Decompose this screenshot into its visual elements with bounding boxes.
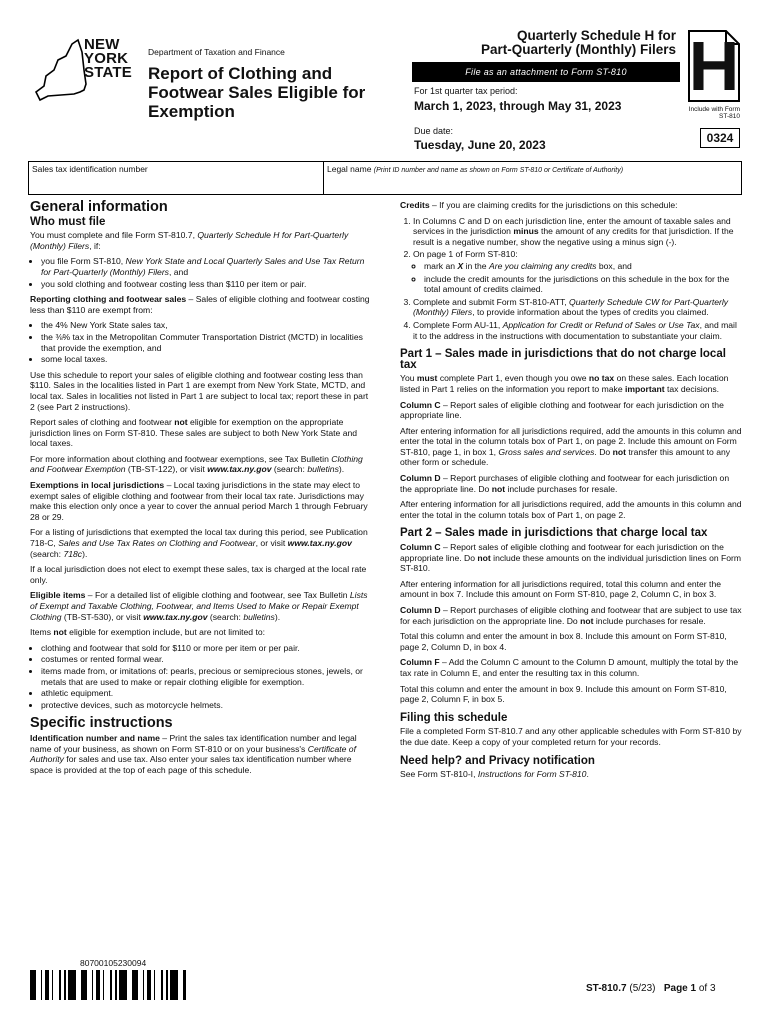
sales-tax-id-field[interactable]: [29, 162, 324, 194]
list-item: • the ⅜% tax in the Metropolitan Commuter Transportation District (MCTD) in localities that provide the exemption, and: [41, 332, 373, 353]
attachment-banner: File as an attachment to Form ST-810: [412, 62, 680, 82]
more-info-para: For more information about clothing and footwear exemptions, see Tax Bulletin Clothing and Footwear Exemption (TB-ST-122), or visit www.tax.ny.gov (search: bulletins).: [30, 453, 363, 475]
part2-total-8: Total this column and enter the amount in box 8. Include this amount on Form ST-810, page 2, Column D, in box 4.: [400, 631, 727, 652]
help-para: See Form ST-810-I, Instructions for Form ST-810.: [400, 769, 589, 780]
items-not-list: [30, 643, 373, 711]
list-item: • clothing and footwear that sold for $110 or more per item or per pair.: [41, 643, 373, 654]
tax-website-link[interactable]: www.tax.ny.gov: [287, 538, 352, 549]
due-label: Due date:: [414, 126, 454, 136]
list-item: ◦ mark an X in the Are you claiming any credits box, and: [424, 261, 742, 272]
filing-para: File a completed Form ST-810.7 and any other applicable schedules with Form ST-810 by the due date. Keep a copy of your completed return for your records.: [400, 726, 742, 747]
left-column: [30, 200, 373, 780]
period-dates: March 1, 2023, through May 31, 2023: [414, 99, 622, 113]
form-footer: ST-810.7 (5/23) Page 1 of 3: [586, 983, 716, 994]
part2-total-9: Total this column and enter the amount in box 9. Include this amount on Form ST-810, page 2, Column F, in box 5.: [400, 683, 727, 705]
list-item: 3. Complete and submit Form ST-810-ATT, Quarterly Schedule CW for Part-Quarterly (Monthly) Filers, to provide information about the types of credits you claimed.: [413, 297, 742, 318]
local-not-para: If a local jurisdiction does not elect to exempt these sales, tax is charged at the local rate only.: [30, 564, 367, 585]
reporting-list: [30, 320, 373, 364]
part1-after-d: After entering information for all jurisdictions required, add the amounts in this column and enter the total in the column totals box of Part 1, on page 2.: [400, 499, 742, 520]
legal-name-hint: (Print ID number and name as shown on Form ST-810 or Certificate of Authority): [373, 167, 624, 174]
tax-website-link[interactable]: www.tax.ny.gov: [143, 611, 208, 622]
help-heading: Need help? and Privacy notification: [400, 754, 595, 767]
schedule-letter: H: [688, 27, 740, 105]
credits-list: [400, 216, 742, 342]
schedule-title: Quarterly Schedule H for Part-Quarterly (Monthly) Filers: [480, 28, 676, 57]
include-with: Include with Form ST-810: [688, 106, 740, 120]
nys-logo: [28, 36, 138, 106]
part1-column-d: Column D – Report purchases of eligible clothing and footwear for each jurisdiction on the appropriate line. Do not include purchases for resale.: [400, 473, 730, 494]
list-item: • some local taxes.: [41, 354, 373, 365]
list-item: • the 4% New York State sales tax,: [41, 320, 373, 331]
reporting-para: Reporting clothing and footwear sales – Sales of eligible clothing and footwear costing less than $110 are exempt from:: [30, 294, 370, 315]
general-info-heading: General information: [30, 199, 168, 215]
exemptions-para: Exemptions in local jurisdictions – Local taxing jurisdictions in the state may elect to exempt sales of eligible clothing and footwear from their local tax rate. Jurisdictions may make this election only once a year to cover the annual period March 1 through February 28 or 29.: [30, 480, 368, 522]
report-not-para: Report sales of clothing and footwear not eligible for exemption on the appropriate jurisdiction lines on Form ST-810. These sales are subject to both New York State and local taxes.: [30, 417, 358, 449]
part1-intro: You must complete Part 1, even though you owe no tax on these sales. Each location listed in Part 1 relies on the information you report to make important tax decisions.: [400, 373, 729, 394]
legal-name-field[interactable]: [327, 164, 623, 174]
list-item: • costumes or rented formal wear.: [41, 654, 373, 665]
part1-heading: Part 1 – Sales made in jurisdictions that do not charge local tax: [400, 348, 726, 371]
list-item: • athletic equipment.: [41, 688, 373, 699]
part2-heading: Part 2 – Sales made in jurisdictions that charge local tax: [400, 527, 708, 540]
barcode-number: 80700105230094: [80, 958, 147, 968]
list-item: • protective devices, such as motorcycle helmets.: [41, 700, 373, 711]
right-column: [400, 200, 742, 785]
eligible-items-para: Eligible items – For a detailed list of eligible clothing and footwear, see Tax Bulletin Lists of Exempt and Taxable Clothing, Footwear, and Items Used to Make or Repair Exempt Clothing (TB-ST-530), or visit www.tax.ny.gov (search: bulletins).: [30, 590, 368, 622]
department-name: Department of Taxation and Finance: [148, 47, 285, 57]
list-item: 4. Complete Form AU-11, Application for Credit or Refund of Sales or Use Tax, and mail it to the address in the instructions with documentation to substantiate your claim.: [413, 320, 742, 341]
barcode-icon: [30, 970, 188, 1000]
list-item: 1. In Columns C and D on each jurisdiction line, enter the amount of taxable sales and services in the jurisdiction minus the amount of any credits for that jurisdiction. If the result is a negative number, show the negative using a minus sign (-).: [413, 216, 742, 248]
part1-after-c: After entering information for all jurisdictions required, add the amounts in this column and enter the total in the column totals box of Part 1, on page 2. Include this amount on Form ST-810, page 1, in box 1, Gross sales and services. Do not transfer this amount to any other form or schedule.: [400, 425, 742, 468]
form-title: Report of Clothing and Footwear Sales Eligible for Exemption: [148, 64, 366, 121]
list-item: • items made from, or imitations of: pearls, precious or semiprecious stones, jewels, or metals that are used to make or repair clothing eligible for exemption.: [41, 666, 373, 687]
use-para: Use this schedule to report your sales of eligible clothing and footwear costing less than $110. Sales in the localities listed in Part 1 are exempt from New York State, MCTD, and local tax. Sales in localities not listed in Part 1 are subject to local tax; report these in part 2 (see Part 2 instructions).: [30, 369, 369, 412]
list-item: • you file Form ST-810, New York State and Local Quarterly Sales and Use Tax Return for Part-Quarterly (Monthly) Filers, and: [41, 256, 373, 277]
wmf-list: [30, 256, 373, 289]
tax-website-link[interactable]: www.tax.ny.gov: [207, 464, 272, 475]
form-code: 0324: [700, 128, 740, 148]
part2-column-c: Column C – Report sales of eligible clothing and footwear for each jurisdiction on the appropriate line. Do not include these amounts on the individual jurisdiction lines on Form ST-810.: [400, 542, 742, 574]
listing-para: For a listing of jurisdictions that exempted the local tax during this period, see Publication 718-C, Sales and Use Tax Rates on Clothing and Footwear, or visit www.tax.ny.gov (search: 718c).: [30, 527, 368, 559]
items-not-para: Items not eligible for exemption include, but are not limited to:: [30, 627, 266, 638]
legal-name-label: Legal name: [327, 164, 372, 174]
identification-para: Identification number and name – Print the sales tax identification number and legal name of your business, as shown on Form ST-810 or on your business's Certificate of Authority for sales and use tax. Also enter your sales tax identification number where space is provided at the top of each page of this schedule.: [30, 732, 357, 775]
wmf-intro: You must complete and file Form ST-810.7, Quarterly Schedule H for Part-Quarterly (Monthly) Filers, if:: [30, 230, 349, 251]
list-item: 2. On page 1 of Form ST-810: ◦ mark an X in the Are you claiming any credits box, and ◦ include the credit amounts for the jurisdictions on this schedule in the box for the total amount of credits claimed.: [413, 249, 742, 294]
list-item: ◦ include the credit amounts for the jurisdictions on this schedule in the box for the total amount of credits claimed.: [424, 274, 742, 295]
logo-text: NEW YORK STATE: [84, 36, 132, 81]
identification-box: [28, 161, 742, 195]
period-label: For 1st quarter tax period:: [414, 86, 518, 96]
part1-column-c: Column C – Report sales of eligible clothing and footwear for each jurisdiction on the appropriate line.: [400, 399, 724, 421]
nys-map-icon: [28, 36, 88, 106]
part2-column-f: Column F – Add the Column C amount to the Column D amount, multiply the total by the tax rate in Column E, and enter the resulting tax in this column.: [400, 657, 739, 678]
list-item: • you sold clothing and footwear costing less than $110 per item or pair.: [41, 279, 373, 290]
part2-after-c: After entering information for all jurisdictions required, total this column and enter the amount in box 7. Include this amount on Form ST-810, page 2, Column C, in box 3.: [400, 578, 721, 600]
who-must-file-heading: Who must file: [30, 215, 106, 228]
part2-column-d: Column D – Report purchases of eligible clothing and footwear that are subject to use tax for each jurisdiction on the appropriate line. Do not include purchases for resale.: [400, 605, 742, 626]
specific-instructions-heading: Specific instructions: [30, 715, 173, 732]
credits-para: Credits – If you are claiming credits for the jurisdictions on this schedule:: [400, 200, 678, 210]
sales-tax-id-label: Sales tax identification number: [32, 164, 148, 174]
filing-heading: Filing this schedule: [400, 711, 508, 724]
due-date: Tuesday, June 20, 2023: [414, 138, 546, 152]
schedule-h-badge: [688, 27, 740, 105]
